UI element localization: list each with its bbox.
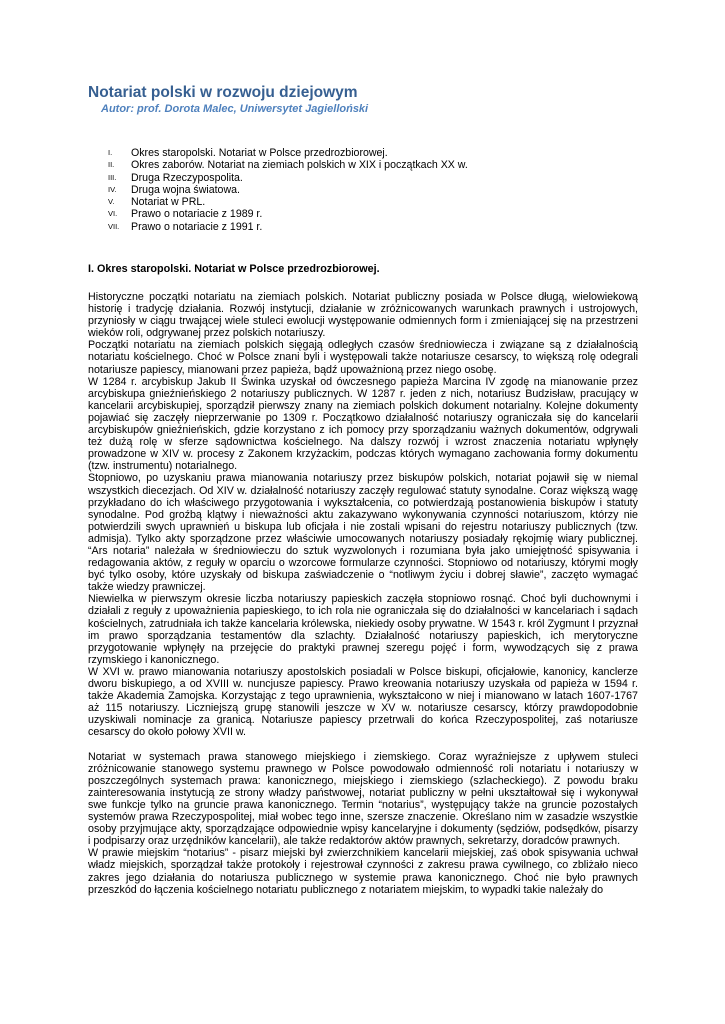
paragraph: W 1284 r. arcybiskup Jakub II Świnka uzyskał od ówczesnego papieża Marcina IV zgodę na mianowanie przez arcybiskupa gnieźnieńskiego 2 notariuszy publicznych. W 1287 r. jeden z nich, notariusz Budzisław, pracujący w kancelarii arcybiskupiej, sporządził pierwszy znany na ziemiach polskich dokument notarialny. Kolejne dokumenty pojawiać się zaczęły nieprzerwanie po 1309 r. Początkowo działalność notariuszy ograniczała się do kancelarii arcybiskupów gnieźnieńskich, gdzie korzystano z ich pomocy przy sporządzaniu ważnych dokumentów, odgrywali też dużą rolę w sferze sądownictwa kościelnego. Na dalszy rozwój i wzrost znaczenia notariatu wpłynęły prowadzone w XIV w. procesy z Zakonem krzyżackim, podczas których wymagano zachowania formy dokumentu (tzw. instrumentu) notarialnego. xyxy=(88,375,638,473)
document-author: Autor: prof. Dorota Malec, Uniwersytet Jagielloński xyxy=(101,103,369,115)
toc-label: Druga Rzeczypospolita. xyxy=(131,171,243,184)
section-body xyxy=(88,291,638,896)
toc-label: Prawo o notariacie z 1989 r. xyxy=(131,208,263,221)
paragraph: Stopniowo, po uzyskaniu prawa mianowania notariuszy przez biskupów polskich, notariat pojawił się w niemal wszystkich diecezjach. Od XIV w. działalność notariuszy zaczęły regulować statuty synodalne. Coraz większą wagę przykładano do ich właściwego przygotowania i wykształcenia, co potwierdzają postanowienia biskupów i statuty synodalne. Pod groźbą klątwy i nieważności aktu zakazywano wykonywania czynności notariuszom, którzy nie potwierdzili swych uprawnień u biskupa lub oficjała i nie zostali wpisani do rejestru notariuszy publicznych (tzw. admisja). Tylko akty sporządzone przez właściwie umocowanych notariuszy posiadały rękojmię wiary publicznej. “Ars notaria” należała w średniowieczu do sztuk wyzwolonych i rozumiana była jako umiejętność spisywania i redagowania aktów, z reguły w oparciu o wzorcowe formularze czynności. Stopniowo od notariuszy, którymi mogły być tylko osoby, które uzyskały od biskupa zaświadczenie o “notliwym życiu i dobrej sławie”, zaczęto wymagać także wiedzy prawniczej. xyxy=(88,472,638,594)
paragraph: Początki notariatu na ziemiach polskich sięgają odległych czasów średniowiecza i związane są z działalnością notariatu kościelnego. Choć w Polsce znani byli i występowali także notariusze cesarscy, to większą rolę odegrali notariusze papiescy, mianowani przez papieża, bądź upoważnioną przez niego osobę. xyxy=(88,339,638,376)
section-heading xyxy=(88,263,380,276)
paragraph: Historyczne początki notariatu na ziemiach polskich. Notariat publiczny posiada w Polsce długą, wielowiekową historię i tradycję działania. Rozwój instytucji, działanie w zróżnicowanych warunkach prawnych i ustrojowych, przyniosły w ciągu trwającej wiele stuleci ewolucji występowanie odmiennych form i zmieniającej się na przestrzeni wieków roli, odgrywanej przez polskich notariuszy. xyxy=(88,291,638,340)
toc-number: VII. xyxy=(108,221,120,231)
toc-label: Notariat w PRL. xyxy=(131,196,206,209)
paragraph: W prawie miejskim “notarius” - pisarz miejski był zwierzchnikiem kancelarii miejskiej, zaś obok spisywania uchwał władz miejskich, sporządzał także protokoły i rejestrował czynności z zakresu prawa cywilnego, co zbliżało nieco zakres jego działania do notariusza publicznego w systemie prawa kanonicznego. Choć nie było prawnych przeszkód do łączenia kościelnego notariatu publicznego z notariatem miejskim, to wypadki takie należały do xyxy=(88,847,638,896)
toc-item-3 xyxy=(108,172,468,184)
toc-number: VI. xyxy=(108,209,118,219)
toc-label: Okres staropolski. Notariat w Polsce przedrozbiorowej. xyxy=(131,147,388,159)
section-heading-text: I. Okres staropolski. Notariat w Polsce przedrozbiorowej xyxy=(88,263,377,275)
toc-number: I. xyxy=(108,148,113,157)
paragraph: Notariat w systemach prawa stanowego miejskiego i ziemskiego. Coraz wyraźniejsze z upływem stuleci zróżnicowanie stanowego systemu prawnego w Polsce powodowało odmienność roli notariatu i notariuszy w poszczególnych systemach prawa: kanonicznego, miejskiego i ziemskiego (szlacheckiego). Z powodu braku zainteresowania instytucją ze strony władzy państwowej, notariat publiczny w pełni ukształtował się i wykonywał swe funkcje tylko na gruncie prawa kanonicznego. Termin “notarius”, występujący także na gruncie pozostałych systemów prawa Rzeczypospolitej, miał wobec tego inne, szersze znaczenie. Określano nim w zasadzie wszystkie osoby przyjmujące akty, sporządzające odpowiednie wpisy kancelaryjne i dokumenty (sędziów, podsędków, pisarzy i podpisarzy oraz urzędników kancelarii), ale także redaktorów aktów prawnych, sekretarzy, doradców prawnych. xyxy=(88,750,638,848)
toc-number: III. xyxy=(108,172,117,182)
toc-item-2 xyxy=(108,159,468,171)
document-title: Notariat polski w rozwoju dziejowym xyxy=(88,84,358,101)
toc-number: V. xyxy=(108,197,115,207)
toc-label: Okres zaborów. Notariat na ziemiach polskich w XIX i początkach XX w. xyxy=(131,159,468,172)
paragraph: Niewielka w pierwszym okresie liczba notariuszy papieskich zaczęła stopniowo rosnąć. Choć byli duchownymi i działali z reguły z upoważnienia papieskiego, to ich rola nie ograniczała się do działalności w kancelariach i sądach kościelnych, zatrudniała ich także kancelaria królewska, niekiedy osoby prywatne. W 1543 r. król Zygmunt I przyznał im prawo sporządzania testamentów dla szlachty. Działalność notariuszy papieskich, ich merytoryczne przygotowanie wpłynęły na przejęcie do praktyki prawnej szeregu pojęć i form, wywodzących się z prawa rzymskiego i kanonicznego. xyxy=(88,593,638,666)
paragraph: W XVI w. prawo mianowania notariuszy apostolskich posiadali w Polsce biskupi, oficjałowie, kanonicy, kanclerze dworu biskupiego, a od XVIII w. nuncjusze papiescy. Prawo kreowania notariuszy uzyskała od papieża w 1594 r. także Akademia Zamojska. Korzystając z tego uprawnienia, wykształcono w niej i mianowano w latach 1607-1767 aż 115 notariuszy. Liczniejszą grupę stanowili jeszcze w XV w. notariusze cesarscy, którzy prawdopodobnie uzyskiwali nominacje za granicą. Notariusze papiescy przetrwali do końca Rzeczypospolitej, zaś notariusze cesarscy do około połowy XVII w. xyxy=(88,665,638,739)
toc-label: Prawo o notariacie z 1991 r. xyxy=(131,220,263,233)
toc-item-6 xyxy=(108,208,468,220)
toc-item-5 xyxy=(108,196,468,208)
toc-label: Druga wojna światowa. xyxy=(131,183,240,196)
toc-number: IV. xyxy=(108,184,117,194)
table-of-contents xyxy=(108,147,468,233)
toc-number: II. xyxy=(108,160,115,170)
toc-item-1 xyxy=(108,147,468,159)
toc-item-4 xyxy=(108,184,468,196)
toc-item-7 xyxy=(108,221,468,233)
section-heading-suffix: . xyxy=(376,263,380,275)
